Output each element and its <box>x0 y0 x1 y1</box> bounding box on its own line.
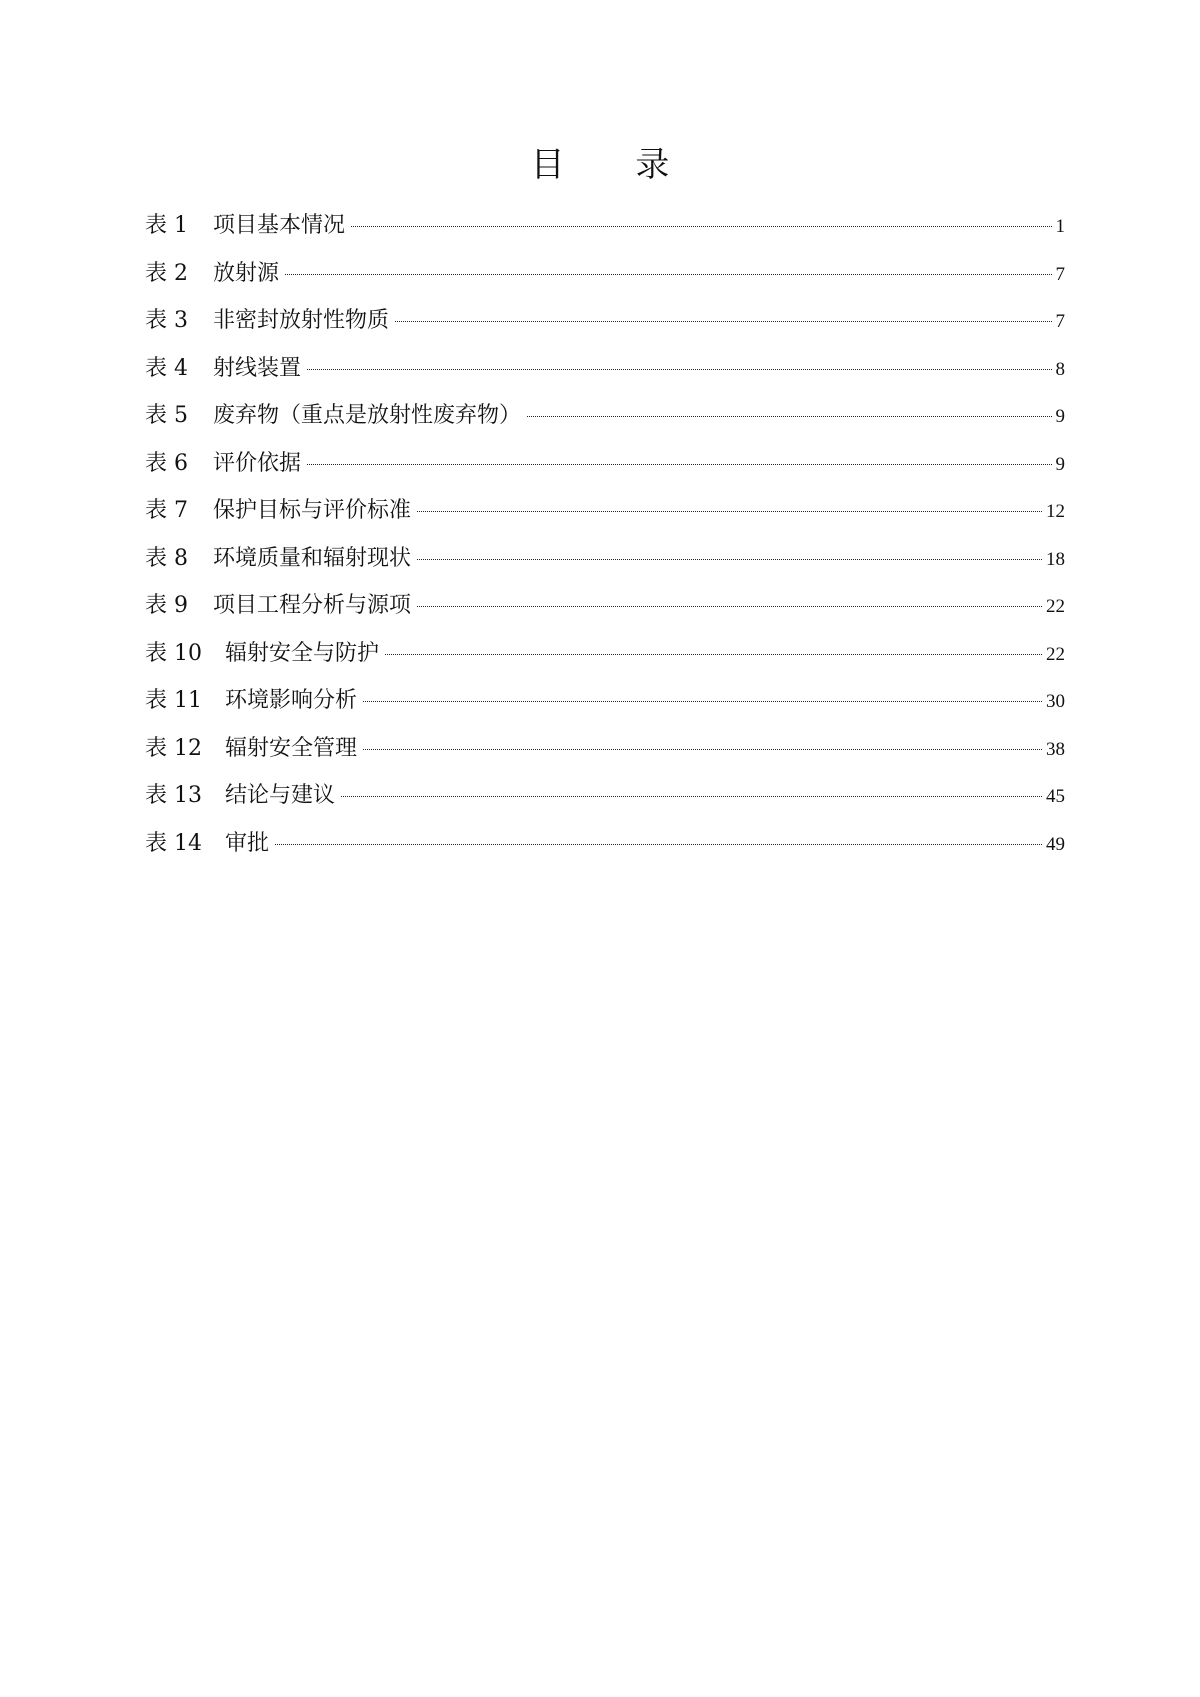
toc-entry-label: 表 7 <box>145 498 188 523</box>
toc-entry[interactable] <box>145 440 1065 488</box>
toc-entry-title: 项目工程分析与源项 <box>213 593 412 618</box>
toc-entry-label: 表 1 <box>145 213 188 238</box>
toc-entry-page: 8 <box>1055 358 1065 380</box>
toc-entry-label: 表 8 <box>145 545 188 571</box>
toc-entry-title: 保护目标与评价标准 <box>213 498 412 523</box>
toc-entry-label: 表 9 <box>145 593 188 618</box>
toc-entry-page: 9 <box>1055 406 1065 427</box>
toc-entry[interactable] <box>145 392 1065 440</box>
toc-entry[interactable] <box>145 582 1065 630</box>
toc-leader-dots <box>363 749 1042 750</box>
toc-entry-label: 表 11 <box>145 688 202 713</box>
toc-leader-dots <box>527 416 1051 417</box>
toc-leader-dots <box>307 369 1051 370</box>
toc-entry-label: 表 12 <box>145 735 202 761</box>
toc-entry-label: 表 2 <box>145 260 188 286</box>
toc-entry-label: 表 5 <box>145 403 188 428</box>
toc-entry-title: 结论与建议 <box>225 783 336 808</box>
toc-entry[interactable] <box>145 250 1065 298</box>
toc-entry[interactable] <box>145 677 1065 725</box>
toc-entry[interactable] <box>145 535 1065 583</box>
toc-entry-title: 环境质量和辐射现状 <box>213 545 412 571</box>
toc-entry[interactable] <box>145 630 1065 678</box>
toc-entry-page: 12 <box>1046 501 1065 522</box>
toc-entry[interactable] <box>145 345 1065 393</box>
toc-entry-title: 废弃物（重点是放射性废弃物） <box>213 403 522 428</box>
toc-entry-page: 22 <box>1046 643 1065 665</box>
toc-entry-page: 30 <box>1046 691 1065 712</box>
toc-entry-title: 环境影响分析 <box>225 688 358 713</box>
toc-entry-label: 表 14 <box>145 830 202 856</box>
toc-entry-page: 38 <box>1046 738 1065 760</box>
toc-entry-label: 表 6 <box>145 450 188 476</box>
toc-entry[interactable] <box>145 725 1065 773</box>
toc-entry-page: 22 <box>1046 596 1065 617</box>
toc-leader-dots <box>417 511 1042 512</box>
toc-leader-dots <box>285 274 1051 275</box>
toc-leader-dots <box>395 321 1051 322</box>
page-title: 目 录 <box>530 145 700 185</box>
toc-entry[interactable] <box>145 202 1065 250</box>
toc-entry-label: 表 3 <box>145 308 188 333</box>
toc-leader-dots <box>385 654 1042 655</box>
toc-entry[interactable] <box>145 772 1065 820</box>
toc-entry-page: 45 <box>1046 786 1065 807</box>
toc-entry-page: 9 <box>1055 453 1065 475</box>
toc-entry-title: 射线装置 <box>213 355 302 381</box>
toc-entry-title: 放射源 <box>213 260 280 286</box>
toc-entry-title: 评价依据 <box>213 450 302 476</box>
toc-leader-dots <box>275 844 1042 845</box>
toc-entry-title: 审批 <box>225 830 270 856</box>
toc-leader-dots <box>363 701 1042 702</box>
toc-entry-label: 表 10 <box>145 640 202 666</box>
toc-entry-page: 18 <box>1046 548 1065 570</box>
toc-leader-dots <box>351 226 1051 227</box>
toc-entry-page: 49 <box>1046 833 1065 855</box>
toc-entry[interactable] <box>145 820 1065 868</box>
toc-entry-page: 7 <box>1055 311 1065 332</box>
toc-entry-title: 非密封放射性物质 <box>213 308 390 333</box>
toc-entry-page: 1 <box>1055 216 1065 237</box>
toc-leader-dots <box>417 559 1042 560</box>
toc-leader-dots <box>307 464 1051 465</box>
toc-entry[interactable] <box>145 487 1065 535</box>
toc-leader-dots <box>341 796 1042 797</box>
toc-entry-title: 项目基本情况 <box>213 213 346 238</box>
toc-entry-page: 7 <box>1055 263 1065 285</box>
toc-entry[interactable] <box>145 297 1065 345</box>
toc-entry-label: 表 13 <box>145 783 202 808</box>
toc-entry-title: 辐射安全管理 <box>225 735 358 761</box>
toc-entry-label: 表 4 <box>145 355 188 381</box>
table-of-contents <box>145 202 1065 867</box>
toc-leader-dots <box>417 606 1042 607</box>
toc-entry-title: 辐射安全与防护 <box>225 640 380 666</box>
